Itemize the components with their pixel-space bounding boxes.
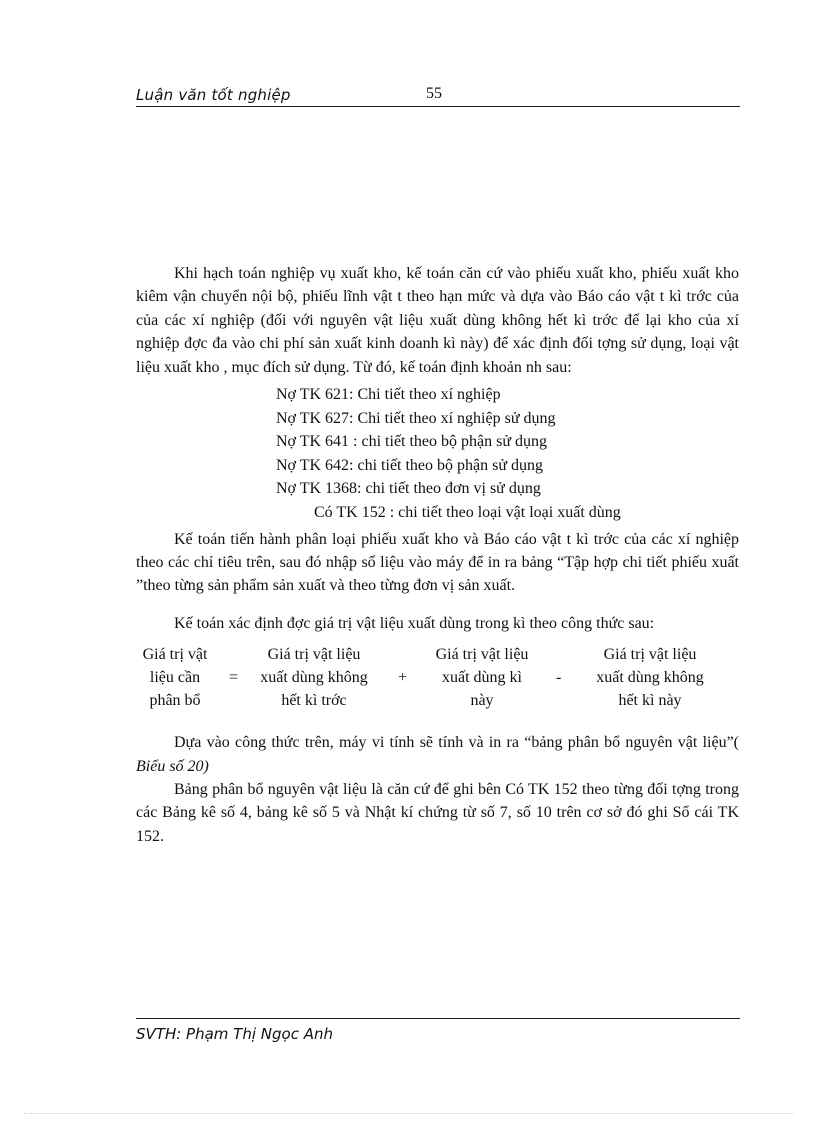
entry-tk152-credit: Có TK 152 : chi tiết theo loại vật loại xuất dùng <box>314 504 621 521</box>
journal-entries <box>276 383 739 525</box>
entry-tk641: Nợ TK 641 : chi tiết theo bộ phận sử dụng <box>276 433 548 451</box>
entry-tk627: Nợ TK 627: Chi tiết theo xí nghiệp sử dụng <box>276 409 556 427</box>
paragraph-classification: Kế toán tiến hành phân loại phiếu xuất kho và Báo cáo vật t kì trớc của các xí nghiệp theo các chỉ tiêu trên, sau đó nhập số liệu vào máy để in ra bảng “Tập hợp chi tiết phiếu xuất ”theo từng sản phẩm sản xuất và theo từng đơn vị sản xuất. <box>136 530 739 595</box>
paragraph-allocation-table: Dựa vào công thức trên, máy vi tính sẽ tính và in ra “bảng phân bổ nguyên vật liệu”( Biểu số 20) <box>136 734 739 775</box>
formula-term-allocated: Giá trị vật liệu cần phân bổ <box>142 646 208 710</box>
allocation-formula <box>136 643 739 715</box>
formula-term-current-period: Giá trị vật liệu xuất dùng kì này <box>435 646 529 710</box>
paragraph-ledger-posting: Bảng phân bổ nguyên vật liệu là căn cứ để ghi bên Có TK 152 theo từng đối tợng trong các Bảng kê số 4, bảng kê số 5 và Nhật kí chứng từ số 7, số 10 trên cơ sở đó ghi Sổ cái TK 152. <box>136 781 739 845</box>
formula-minus-sign: - <box>556 669 562 687</box>
paragraph-formula-intro: Kế toán xác định đợc giá trị vật liệu xuất dùng trong kì theo công thức sau: <box>174 614 655 632</box>
formula-term-prior-period: Giá trị vật liệu xuất dùng không hết kì trớc <box>260 646 368 710</box>
page-header <box>136 84 740 107</box>
header-title: Luận văn tốt nghiệp <box>136 86 291 104</box>
page-footer <box>136 1018 740 1043</box>
formula-term-remaining: Giá trị vật liệu xuất dùng không hết kì này <box>596 646 704 710</box>
page-edge-divider <box>24 1113 794 1114</box>
formula-equals-sign: = <box>229 669 239 687</box>
page-number: 55 <box>426 85 442 102</box>
entry-tk621: Nợ TK 621: Chi tiết theo xí nghiệp <box>276 386 501 404</box>
formula-plus-sign: + <box>398 669 408 687</box>
appendix-reference: Biểu số 20) <box>136 757 209 775</box>
paragraph-issue-accounting: Khi hạch toán nghiệp vụ xuất kho, kế toán căn cứ vào phiếu xuất kho, phiếu xuất kho kiêm vận chuyển nội bộ, phiếu lĩnh vật t theo hạn mức và dựa vào Báo cáo vật t kì trớc của của các xí nghiệp (đối với nguyên vật liệu xuất dùng không hết kì trớc để lại kho của xí nghiệp đợc đa vào chi phí sản xuất kinh doanh kì này) để xác định đối tợng sử dụng, loại vật liệu xuất kho , mục đích sử dụng. Từ đó, kế toán định khoản nh sau: <box>136 265 739 376</box>
entry-tk1368: Nợ TK 1368: chi tiết theo đơn vị sử dụng <box>276 480 541 498</box>
document-body <box>136 262 739 848</box>
student-name: SVTH: Phạm Thị Ngọc Anh <box>136 1025 333 1043</box>
entry-tk642: Nợ TK 642: chi tiết theo bộ phận sử dụng <box>276 456 544 474</box>
